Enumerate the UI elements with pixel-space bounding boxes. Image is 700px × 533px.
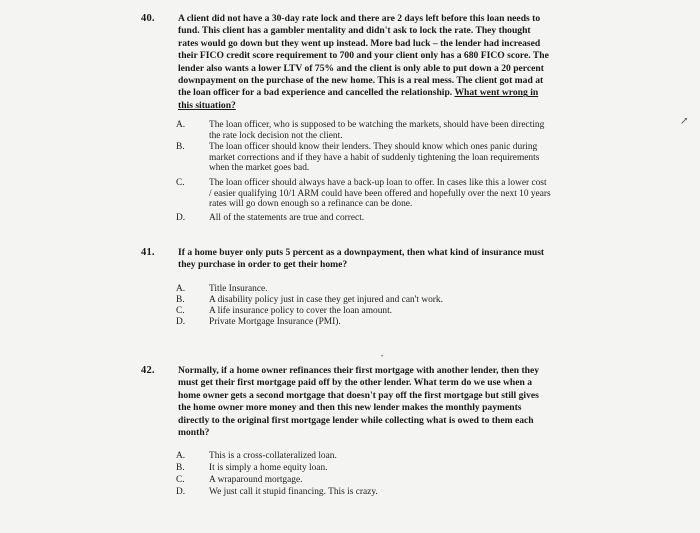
question-ask: What went wrong in this situation? bbox=[178, 87, 539, 111]
option-letter: D. bbox=[176, 317, 186, 327]
question-number: 42. bbox=[141, 365, 155, 376]
option-text: The loan officer, who is supposed to be watching the markets, should have been directing the rate lock decision not the client. bbox=[209, 120, 545, 141]
question-number: 41. bbox=[141, 247, 155, 258]
option-text: The loan officer should always have a back-up loan to offer. In cases like this a lower cost / easier qualifying 10/1 ARM could have been offered and hopefully over the next 10 years rates will go down enough so a refinance can be done. bbox=[209, 178, 551, 210]
option-text: A wraparound mortgage. bbox=[209, 475, 303, 485]
question-text: A client did not have a 30-day rate lock and there are 2 days left before this loan needs to fund. This client has a gambler mentality and didn't ask to lock the rate. They thought rates would go down but they went up instead. More bad luck – the lender had increased their FICO credit score requirement to 700 and your client only has a 680 FICO score. The lender also wants a lower LTV of 75% and the client is only able to put down a 20 percent downpayment on the purchase of the new home. This is a real mess. The client got mad at the loan officer for a bad experience and cancelled the relationship. What went wrong in this situation? bbox=[178, 13, 549, 111]
option-letter: A. bbox=[176, 451, 186, 461]
option-text: It is simply a home equity loan. bbox=[209, 463, 328, 473]
option-letter: C. bbox=[176, 306, 185, 316]
option-text: All of the statements are true and correct. bbox=[209, 213, 365, 223]
option-text: We just call it stupid financing. This is crazy. bbox=[209, 487, 378, 497]
option-letter: C. bbox=[176, 178, 185, 188]
option-letter: A. bbox=[176, 120, 186, 130]
option-letter: B. bbox=[176, 295, 185, 305]
option-text: A life insurance policy to cover the loan amount. bbox=[209, 306, 393, 316]
question-text: Normally, if a home owner refinances their first mortgage with another lender, then they must get their first mortgage paid off by the other lender. What term do we use when a home owner gets a second mortgage that doesn't pay off the first mortgage but still gives the home owner more money and then this new lender makes the monthly payments directly to the original first mortgage lender while collecting what is owed to them each month? bbox=[178, 365, 540, 439]
question-number: 40. bbox=[141, 13, 155, 24]
stray-dot-icon: • bbox=[381, 354, 384, 360]
option-text: The loan officer should know their lenders. They should know which ones panic during market corrections and if they have a habit of suddenly tightening the loan requirements when the market goes bad. bbox=[209, 142, 540, 174]
option-letter: B. bbox=[176, 463, 185, 473]
option-text: Private Mortgage Insurance (PMI). bbox=[209, 317, 341, 327]
option-letter: D. bbox=[176, 213, 186, 223]
option-text: This is a cross-collateralized loan. bbox=[209, 451, 337, 461]
option-letter: B. bbox=[176, 142, 185, 152]
question-text: If a home buyer only puts 5 percent as a downpayment, then what kind of insurance must they purchase in order to get their home? bbox=[178, 247, 545, 271]
option-text: Title Insurance. bbox=[209, 284, 268, 294]
option-letter: A. bbox=[176, 284, 186, 294]
option-letter: C. bbox=[176, 475, 185, 485]
cursor-mark-icon: ↗ bbox=[680, 116, 689, 127]
option-letter: D. bbox=[176, 487, 186, 497]
option-text: A disability policy just in case they get injured and can't work. bbox=[209, 295, 443, 305]
